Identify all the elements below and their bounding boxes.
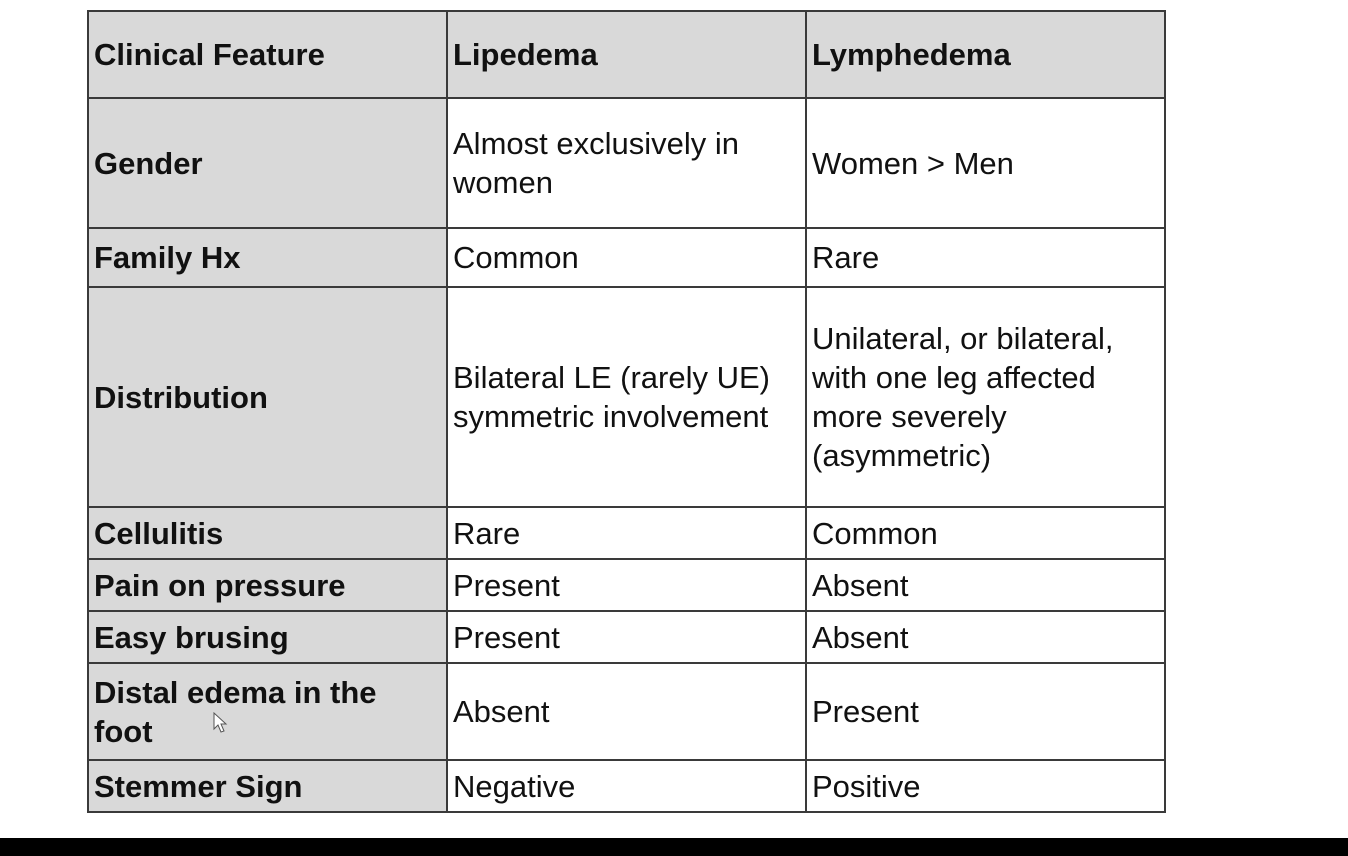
cell-lymphedema: Absent — [806, 611, 1165, 663]
cell-lipedema: Almost exclusively in women — [447, 98, 806, 228]
cell-lymphedema: Common — [806, 507, 1165, 559]
row-label-stemmer-sign: Stemmer Sign — [88, 760, 447, 812]
row-label-distal-edema: Distal edema in the foot — [88, 663, 447, 760]
table-row — [88, 760, 1165, 812]
row-label-easy-brusing: Easy brusing — [88, 611, 447, 663]
cell-lymphedema: Positive — [806, 760, 1165, 812]
table-row — [88, 611, 1165, 663]
table-row — [88, 507, 1165, 559]
cell-lipedema: Present — [447, 559, 806, 611]
cell-lymphedema: Present — [806, 663, 1165, 760]
header-lymphedema: Lymphedema — [806, 11, 1165, 98]
header-clinical-feature: Clinical Feature — [88, 11, 447, 98]
table-row — [88, 98, 1165, 228]
cell-lipedema: Common — [447, 228, 806, 287]
cell-lymphedema: Rare — [806, 228, 1165, 287]
header-row — [88, 11, 1165, 98]
mouse-cursor-icon — [213, 712, 229, 734]
row-label-cellulitis: Cellulitis — [88, 507, 447, 559]
row-label-gender: Gender — [88, 98, 447, 228]
table-row — [88, 663, 1165, 760]
table-row — [88, 287, 1165, 507]
row-label-distribution: Distribution — [88, 287, 447, 507]
header-lipedema: Lipedema — [447, 11, 806, 98]
cell-lymphedema: Unilateral, or bilateral, with one leg affected more severely (asymmetric) — [806, 287, 1165, 507]
cell-lipedema: Bilateral LE (rarely UE) symmetric involvement — [447, 287, 806, 507]
cell-lipedema: Rare — [447, 507, 806, 559]
row-label-family-hx: Family Hx — [88, 228, 447, 287]
cell-lipedema: Negative — [447, 760, 806, 812]
video-bottom-bar — [0, 838, 1348, 856]
comparison-table — [87, 10, 1166, 813]
cell-lymphedema: Women > Men — [806, 98, 1165, 228]
cell-lipedema: Present — [447, 611, 806, 663]
row-label-pain-on-pressure: Pain on pressure — [88, 559, 447, 611]
cell-lipedema: Absent — [447, 663, 806, 760]
table-row — [88, 228, 1165, 287]
table-row — [88, 559, 1165, 611]
cell-lymphedema: Absent — [806, 559, 1165, 611]
